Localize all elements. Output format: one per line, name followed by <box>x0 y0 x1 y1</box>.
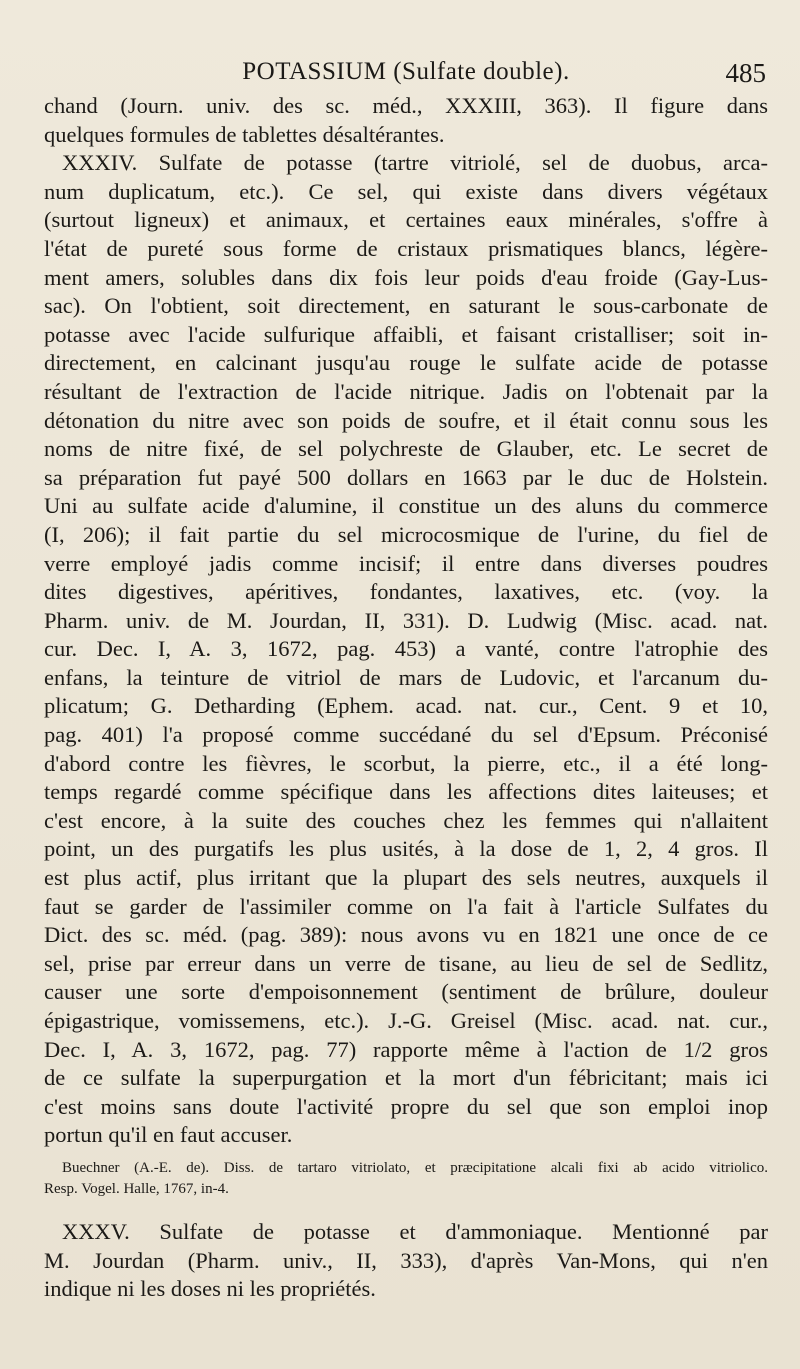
text-line: verre employé jadis comme incisif; il entre dans diverses poudres <box>44 550 768 576</box>
text-line: indique ni les doses ni les propriétés. <box>44 1276 376 1302</box>
text-line: portun qu'il en faut accuser. <box>44 1122 293 1148</box>
text-line: potasse avec l'acide sulfurique affaibli, et faisant cristalliser; soit in- <box>44 321 768 347</box>
text-line: de ce sulfate la superpurgation et la mort d'un fébricitant; mais ici <box>44 1065 768 1091</box>
text-line: temps regardé comme spécifique dans les affections dites laiteuses; et <box>44 779 768 805</box>
body-text <box>44 92 768 1150</box>
page-number: 485 <box>725 58 766 88</box>
text-line: Dec. I, A. 3, 1672, pag. 77) rapporte même à l'action de 1/2 gros <box>44 1036 768 1062</box>
section-xxxv <box>44 1218 768 1304</box>
text-line: l'état de pureté sous forme de cristaux prismatiques blancs, légère- <box>44 235 768 261</box>
text-line: cur. Dec. I, A. 3, 1672, pag. 453) a vanté, contre l'atrophie des <box>44 636 768 662</box>
text-line: d'abord contre les fièvres, le scorbut, la pierre, etc., il a été long- <box>44 750 768 776</box>
text-line: XXXIV. Sulfate de potasse (tartre vitriolé, sel de duobus, arca- <box>62 150 768 176</box>
text-line: sac). On l'obtient, soit directement, en saturant le sous-carbonate de <box>44 293 768 319</box>
footnote <box>44 1158 768 1200</box>
text-line: résultant de l'extraction de l'acide nitrique. Jadis on l'obtenait par la <box>44 378 768 404</box>
text-line: sa préparation fut payé 500 dollars en 1663 par le duc de Holstein. <box>44 464 768 490</box>
text-line: Uni au sulfate acide d'alumine, il constitue un des aluns du commerce <box>44 493 768 519</box>
text-line: c'est encore, à la suite des couches chez les femmes qui n'allaitent <box>44 807 768 833</box>
text-line: dites digestives, apéritives, fondantes, laxatives, etc. (voy. la <box>44 579 768 605</box>
text-line: détonation du nitre avec son poids de soufre, et il était connu sous les <box>44 407 768 433</box>
running-title: POTASSIUM (Sulfate double). <box>242 58 570 85</box>
text-line: directement, en calcinant jusqu'au rouge le sulfate acide de potasse <box>44 350 768 376</box>
text-line: sel, prise par erreur dans un verre de tisane, au lieu de sel de Sedlitz, <box>44 950 768 976</box>
text-line: épigastrique, vomissemens, etc.). J.-G. Greisel (Misc. acad. nat. cur., <box>44 1008 768 1033</box>
text-line: ment amers, solubles dans dix fois leur poids d'eau froide (Gay-Lus- <box>44 264 768 290</box>
text-line: est plus actif, plus irritant que la plupart des sels neutres, auxquels il <box>44 865 768 891</box>
text-line: c'est moins sans doute l'activité propre du sel que son emploi inop <box>44 1093 768 1119</box>
text-line: Dict. des sc. méd. (pag. 389): nous avons vu en 1821 une once de ce <box>44 922 768 948</box>
text-line: (surtout ligneux) et animaux, et certaines eaux minérales, s'offre à <box>44 207 768 233</box>
text-line: num duplicatum, etc.). Ce sel, qui existe dans divers végétaux <box>44 178 768 204</box>
text-line: M. Jourdan (Pharm. univ., II, 333), d'après Van-Mons, qui n'en <box>44 1247 768 1273</box>
running-header <box>44 58 768 90</box>
text-line: Pharm. univ. de M. Jourdan, II, 331). D. Ludwig (Misc. acad. nat. <box>44 607 768 633</box>
text-line: causer une sorte d'empoisonnement (sentiment de brûlure, douleur <box>44 979 768 1005</box>
text-line: point, un des purgatifs les plus usités, à la dose de 1, 2, 4 gros. Il <box>44 836 768 862</box>
text-line: chand (Journ. univ. des sc. méd., XXXIII, 363). Il figure dans <box>44 93 768 118</box>
footnote-line: Resp. Vogel. Halle, 1767, in-4. <box>44 1180 229 1197</box>
text-line: XXXV. Sulfate de potasse et d'ammoniaque. Mentionné par <box>62 1218 768 1244</box>
text-line: enfans, la teinture de vitriol de mars de Ludovic, et l'arcanum du- <box>44 664 768 690</box>
text-line: plicatum; G. Detharding (Ephem. acad. nat. cur., Cent. 9 et 10, <box>44 693 768 719</box>
text-line: (I, 206); il fait partie du sel microcosmique de l'urine, du fiel de <box>44 521 768 547</box>
text-line: faut se garder de l'assimiler comme on l'a fait à l'article Sulfates du <box>44 893 768 919</box>
text-line: quelques formules de tablettes désaltérantes. <box>44 121 445 147</box>
footnote-line: Buechner (A.-E. de). Diss. de tartaro vitriolato, et præcipitatione alcali fixi ab acido vitriolico. <box>62 1159 768 1176</box>
text-line: pag. 401) l'a proposé comme succédané du sel d'Epsum. Préconisé <box>44 722 768 748</box>
text-line: noms de nitre fixé, de sel polychreste de Glauber, etc. Le secret de <box>44 436 768 462</box>
